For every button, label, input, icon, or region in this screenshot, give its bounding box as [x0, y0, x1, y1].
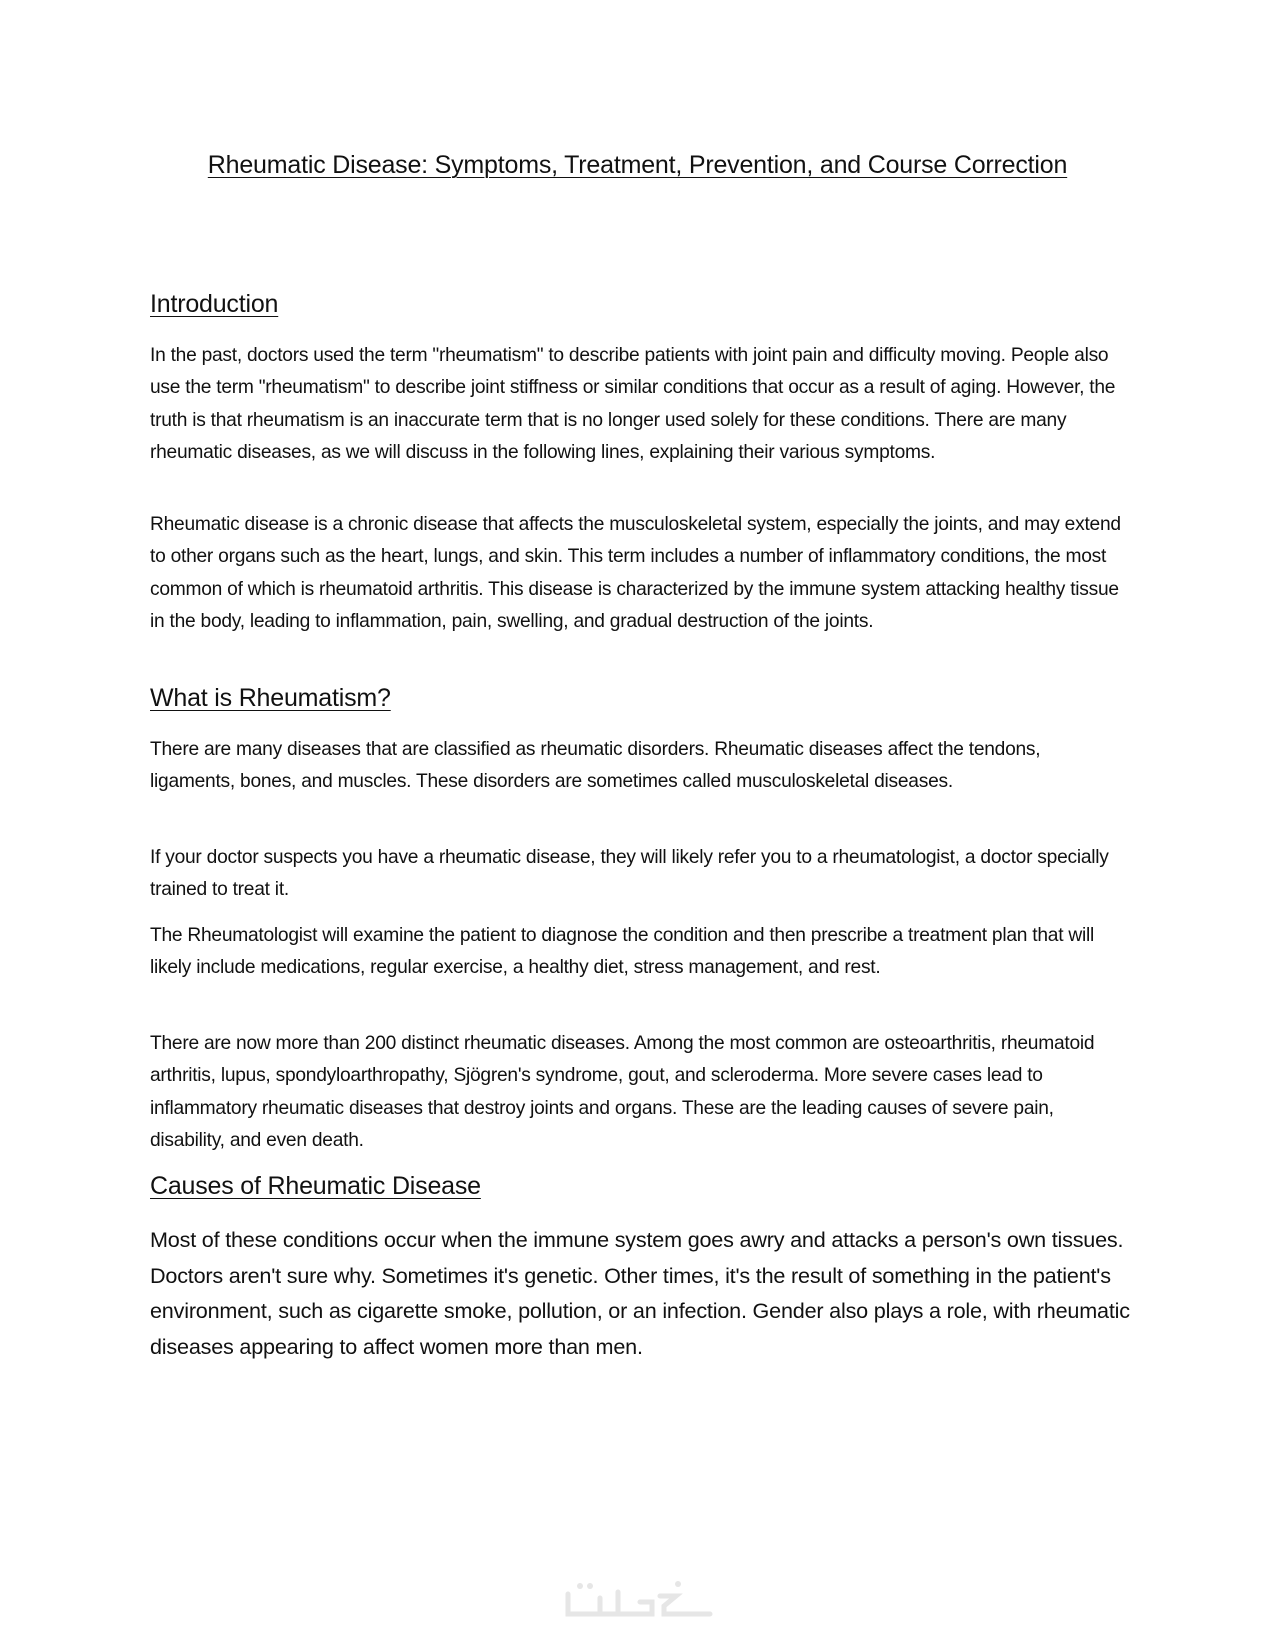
paragraph: Rheumatic disease is a chronic disease that affects the musculoskeletal system, especially the joints, and may extend to other organs such as the heart, lungs, and skin. This term includes a number of inflammatory conditions, the most common of which is rheumatoid arthritis. This disease is characterized by the immune system attacking healthy tissue in the body, leading to inflammation, pain, swelling, and gradual destruction of the joints. — [150, 514, 1121, 632]
section-heading-what-is-rheumatism — [150, 683, 391, 713]
section-heading-text: What is Rheumatism? — [150, 684, 391, 712]
document-title-text: Rheumatic Disease: Symptoms, Treatment, Prevention, and Course Correction — [207, 151, 1068, 179]
paragraph: There are many diseases that are classified as rheumatic disorders. Rheumatic diseases affect the tendons, ligaments, bones, and muscles. These disorders are sometimes called musculoskeletal diseases. — [150, 739, 1041, 793]
section-heading-text: Introduction — [150, 290, 279, 318]
section-heading-introduction — [150, 289, 278, 319]
paragraph: The Rheumatologist will examine the patient to diagnose the condition and then prescribe a treatment plan that will likely include medications, regular exercise, a healthy diet, stress management, and rest. — [150, 925, 1094, 979]
section-heading-causes — [150, 1171, 481, 1201]
khamsat-watermark-logo — [560, 1576, 720, 1620]
section-heading-text: Causes of Rheumatic Disease — [150, 1172, 481, 1200]
paragraph: In the past, doctors used the term "rheumatism" to describe patients with joint pain and difficulty moving. People also use the term "rheumatism" to describe joint stiffness or similar conditions that occur as a result of aging. However, the truth is that rheumatism is an inaccurate term that is no longer used solely for these conditions. There are many rheumatic diseases, as we will discuss in the following lines, explaining their various symptoms. — [150, 345, 1116, 463]
document-title — [190, 146, 1085, 185]
paragraph: If your doctor suspects you have a rheumatic disease, they will likely refer you to a rheumatologist, a doctor specially trained to treat it. — [150, 847, 1109, 901]
paragraph: There are now more than 200 distinct rheumatic diseases. Among the most common are osteoarthritis, rheumatoid arthritis, lupus, spondyloarthropathy, Sjögren's syndrome, gout, and scleroderma. More severe cases lead to inflammatory rheumatic diseases that destroy joints and organs. These are the leading causes of severe pain, disability, and even death. — [150, 1033, 1095, 1151]
paragraph: Most of these conditions occur when the immune system goes awry and attacks a person's own tissues. Doctors aren't sure why. Sometimes it's genetic. Other times, it's the result of something in the patient's environment, such as cigarette smoke, pollution, or an infection. Gender also plays a role, with rheumatic diseases appearing to affect women more than men. — [150, 1227, 1130, 1359]
